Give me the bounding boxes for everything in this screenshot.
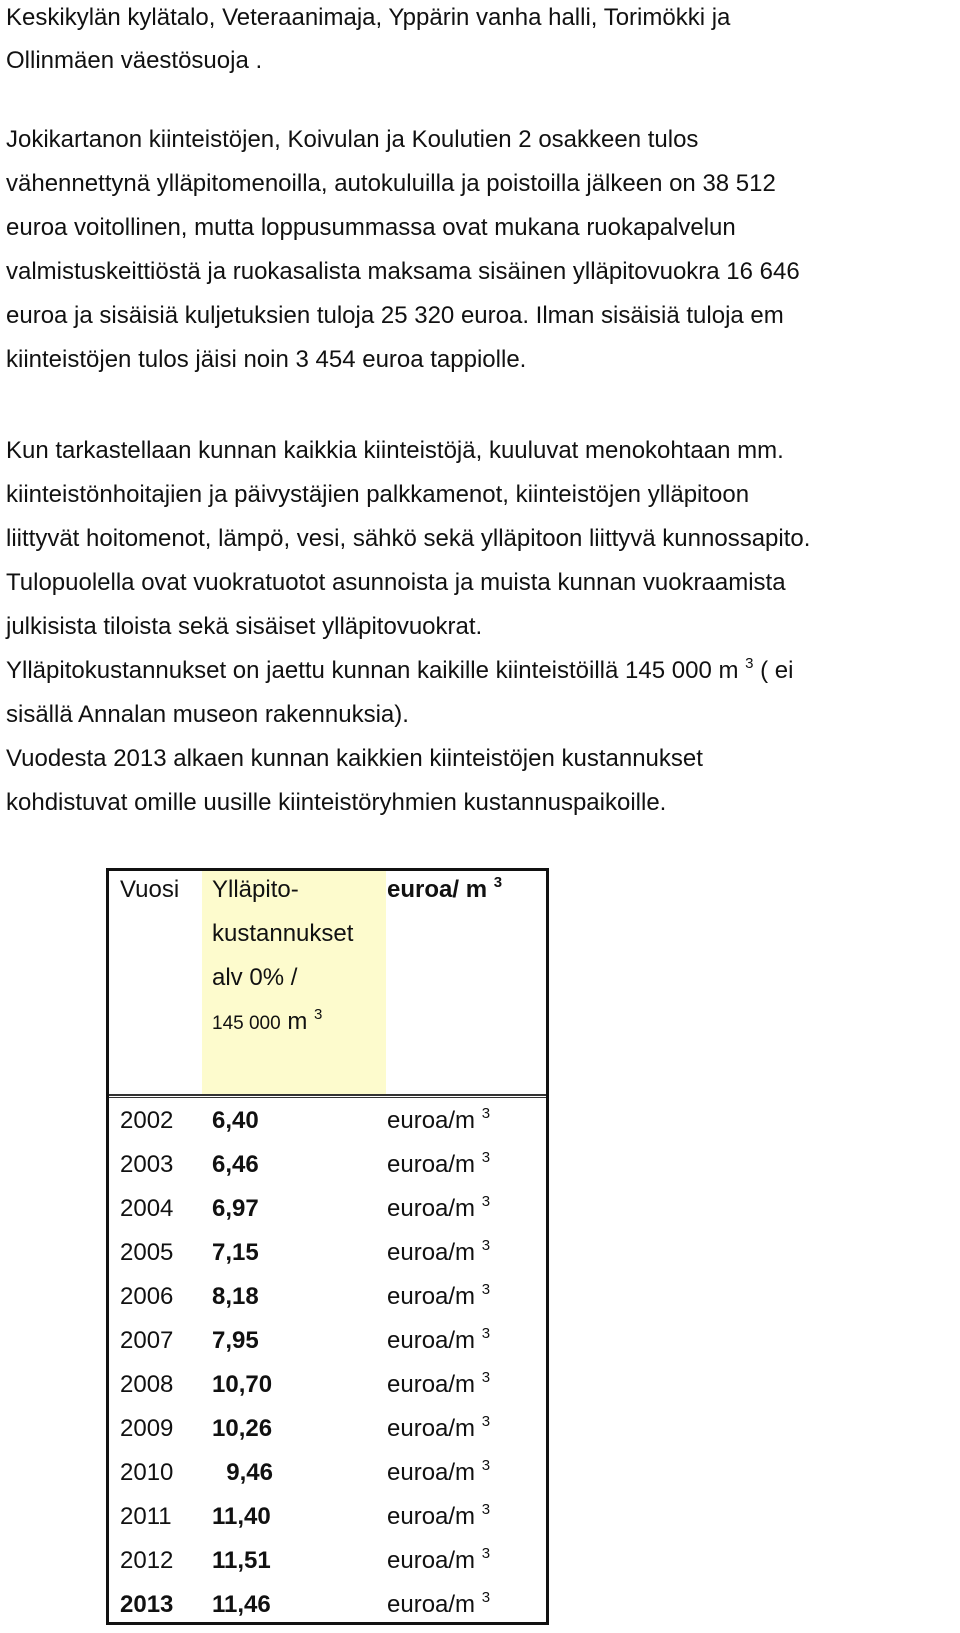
cell-value: 6,97 — [212, 1195, 259, 1222]
header-year: Vuosi — [120, 876, 180, 903]
table-row — [109, 1537, 546, 1581]
cell-value: 10,70 — [212, 1371, 273, 1398]
header-cost-line — [212, 1000, 353, 1047]
cell-year: 2004 — [120, 1195, 174, 1222]
text-line: vähennettynä ylläpitomenoilla, autokuluilla ja poistoilla jälkeen on 38 512 — [6, 170, 776, 197]
paragraph-result — [6, 118, 954, 382]
cell-value: 11,51 — [212, 1547, 271, 1574]
text-line: julkisista tiloista sekä sisäiset ylläpitovuokrat. — [6, 613, 483, 640]
text-line: kiinteistönhoitajien ja päivystäjien palkkamenot, kiinteistöjen ylläpitoon — [6, 481, 750, 508]
table-row — [109, 1493, 546, 1537]
paragraph-buildings-list — [6, 0, 954, 82]
cell-value: 9,46 — [226, 1459, 273, 1486]
header-cost-line: alv 0% / — [212, 964, 298, 991]
table-row — [109, 1273, 546, 1317]
table-row — [109, 1229, 546, 1273]
header-area-unit: m — [287, 1008, 308, 1035]
text-line: sisällä Annalan museon rakennuksia). — [6, 701, 409, 728]
table-row — [109, 1097, 546, 1141]
cell-year: 2007 — [120, 1327, 174, 1354]
cell-value: 6,40 — [212, 1107, 259, 1134]
cell-year: 2009 — [120, 1415, 174, 1442]
superscript: 3 — [314, 1006, 323, 1023]
table-row — [109, 1141, 546, 1185]
table-row — [109, 1449, 546, 1493]
cell-value: 8,18 — [212, 1283, 259, 1310]
cell-year: 2013 — [120, 1591, 174, 1618]
text-line: euroa ja sisäisiä kuljetuksien tuloja 25 320 euroa. Ilman sisäisiä tuloja em — [6, 302, 784, 329]
table-body — [109, 1097, 546, 1625]
text-line: kiinteistöjen tulos jäisi noin 3 454 euroa tappiolle. — [6, 346, 527, 373]
cell-year: 2005 — [120, 1239, 174, 1266]
header-cost-line: kustannukset — [212, 920, 354, 947]
text-line: Tulopuolella ovat vuokratuotot asunnoista ja muista kunnan vuokraamista — [6, 569, 786, 596]
cell-unit: euroa/m $^3$ — [387, 1369, 491, 1398]
cell-value: 10,26 — [212, 1415, 273, 1442]
cell-unit: euroa/m $^3$ — [387, 1589, 491, 1618]
cell-year: 2010 — [120, 1459, 174, 1486]
area-text-tail: ( ei — [760, 657, 794, 684]
text-line: Keskikylän kylätalo, Veteraanimaja, Yppärin vanha halli, Torimökki ja — [6, 4, 731, 31]
table-row — [109, 1581, 546, 1625]
cell-unit: euroa/m $^3$ — [387, 1413, 491, 1442]
header-divider — [109, 1094, 546, 1096]
header-unit — [387, 868, 502, 915]
cell-year: 2006 — [120, 1283, 174, 1310]
cell-unit: euroa/m $^3$ — [387, 1457, 491, 1486]
cell-year: 2011 — [120, 1503, 172, 1530]
cell-unit: euroa/m $^3$ — [387, 1281, 491, 1310]
cell-unit: euroa/m $^3$ — [387, 1545, 491, 1574]
cell-unit: euroa/m $^3$ — [387, 1501, 491, 1530]
header-area-number: 145 000 — [212, 1013, 281, 1034]
text-line: Vuodesta 2013 alkaen kunnan kaikkien kiinteistöjen kustannukset — [6, 745, 703, 772]
table-row — [109, 1185, 546, 1229]
table-row — [109, 1361, 546, 1405]
header-unit-text: euroa/ m — [387, 876, 488, 903]
text-line: liittyvät hoitomenot, lämpö, vesi, sähkö sekä ylläpitoon liittyvä kunnossapito. — [6, 525, 811, 552]
superscript: 3 — [493, 874, 503, 891]
text-line: valmistuskeittiöstä ja ruokasalista maksama sisäinen ylläpitovuokra 16 646 — [6, 258, 800, 285]
table-row — [109, 1317, 546, 1361]
maintenance-cost-table — [106, 868, 549, 1625]
area-text: Ylläpitokustannukset on jaettu kunnan kaikille kiinteistöillä 145 000 m — [6, 657, 739, 684]
text-line: euroa voitollinen, mutta loppusummassa ovat mukana ruokapalvelun — [6, 214, 736, 241]
paragraph-expenses — [6, 429, 954, 825]
text-line: Jokikartanon kiinteistöjen, Koivulan ja Koulutien 2 osakkeen tulos — [6, 126, 699, 153]
cell-unit: euroa/m $^3$ — [387, 1105, 491, 1134]
cell-unit: euroa/m $^3$ — [387, 1149, 491, 1178]
table-row — [109, 1405, 546, 1449]
cell-value: 7,95 — [212, 1327, 259, 1354]
cell-year: 2012 — [120, 1547, 174, 1574]
cell-value: 7,15 — [212, 1239, 259, 1266]
cell-value: 6,46 — [212, 1151, 259, 1178]
cell-unit: euroa/m $^3$ — [387, 1193, 491, 1222]
cell-unit: euroa/m $^3$ — [387, 1325, 491, 1354]
header-cost-line: Ylläpito- — [212, 876, 299, 903]
text-line: kohdistuvat omille uusille kiinteistöryhmien kustannuspaikoille. — [6, 789, 667, 816]
header-cost — [212, 868, 353, 1047]
cell-year: 2003 — [120, 1151, 174, 1178]
cell-unit: euroa/m $^3$ — [387, 1237, 491, 1266]
cell-value: 11,40 — [212, 1503, 271, 1530]
text-line: Ollinmäen väestösuoja . — [6, 47, 263, 74]
cell-value: 11,46 — [212, 1591, 271, 1618]
superscript: 3 — [745, 655, 754, 672]
cell-year: 2002 — [120, 1107, 174, 1134]
text-line-area — [6, 649, 952, 693]
text-line: Kun tarkastellaan kunnan kaikkia kiinteistöjä, kuuluvat menokohtaan mm. — [6, 437, 784, 464]
cell-year: 2008 — [120, 1371, 174, 1398]
